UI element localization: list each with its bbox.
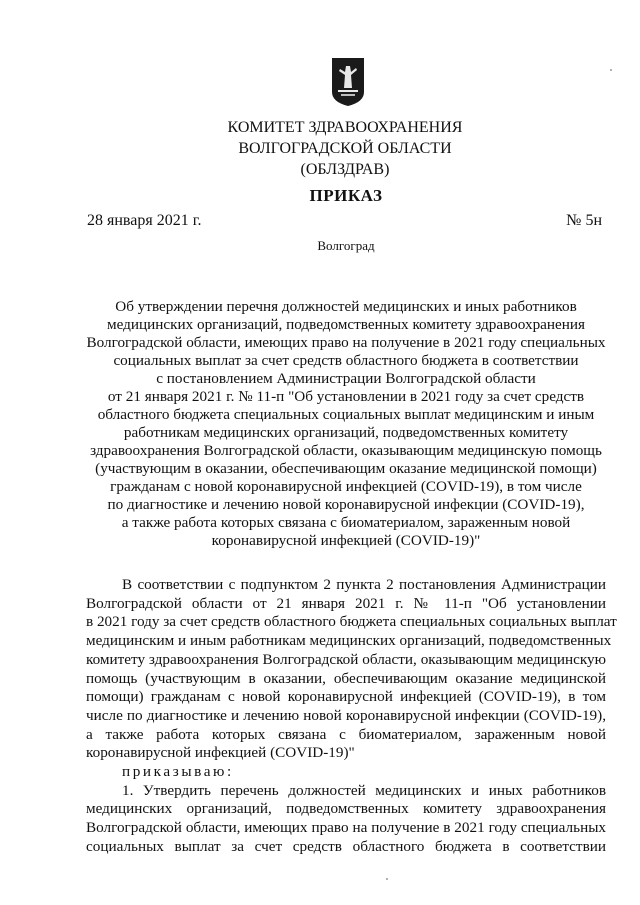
document-type <box>0 186 640 206</box>
subject-line: с постановлением Администрации Волгоградской области <box>156 370 536 387</box>
subject-line: работникам медицинских организаций, подведомственных комитету <box>123 424 569 441</box>
preamble-line: а также работа которых связана с биоматериалом, зараженным новой <box>86 725 606 743</box>
subject-line: медицинских организаций, подведомственных комитету здравоохранения <box>106 316 586 333</box>
document-type-text: ПРИКАЗ <box>309 186 383 205</box>
document-city <box>0 238 640 254</box>
org-line: ВОЛГОГРАДСКОЙ ОБЛАСТИ <box>238 140 452 157</box>
preamble-line: помощи) гражданам с новой коронавирусной инфекцией (COVID-19), в том <box>86 688 606 706</box>
org-line: (ОБЛЗДРАВ) <box>300 161 390 178</box>
subject-line: Волгоградской области, имеющих право на получение в 2021 году специальных <box>86 334 606 351</box>
document-subject <box>86 298 606 550</box>
document-date: 28 января 2021 г. <box>87 212 202 229</box>
subject-line: по диагностике и лечению новой коронавирусной инфекции (COVID-19), <box>107 496 585 513</box>
item-line: социальных выплат за счет средств областного бюджета в соответствии <box>86 837 606 855</box>
subject-line: гражданам с новой коронавирусной инфекцией (COVID-19), в том числе <box>110 478 582 495</box>
volgograd-coat-of-arms-icon <box>332 58 364 106</box>
subject-line: социальных выплат за счет средств областного бюджета в соответствии <box>113 352 579 369</box>
document-city-text: Волгоград <box>317 238 375 253</box>
preamble-line: помощь (участвующим в оказании, обеспечивающим оказание медицинской <box>86 669 606 687</box>
document-body <box>86 576 617 857</box>
preamble-line: в 2021 году за счет средств областного бюджета специальных социальных выплат <box>86 613 617 631</box>
decree-word: приказываю: <box>122 763 234 781</box>
preamble-line: медицинским и иным работникам медицинских организаций, подведомственных <box>86 632 612 650</box>
org-line: КОМИТЕТ ЗДРАВООХРАНЕНИЯ <box>227 119 463 136</box>
document-number: № 5н <box>566 212 602 229</box>
subject-line: Об утверждении перечня должностей медицинских и иных работников <box>115 298 577 315</box>
item-line: Волгоградской области, имеющих право на получение в 2021 году специальных <box>86 819 606 837</box>
subject-line: областного бюджета специальных социальных выплат медицинским и иным <box>97 406 595 423</box>
preamble-line: числе по диагностике и лечению новой коронавирусной инфекции (COVID-19), <box>86 706 606 724</box>
preamble-line: комитету здравоохранения Волгоградской области, оказывающим медицинскую <box>86 650 606 668</box>
subject-line: а также работа которых связана с биоматериалом, зараженным новой <box>121 514 571 531</box>
preamble-line: В соответствии с подпунктом 2 пункта 2 постановления Администрации <box>122 576 606 593</box>
organization-name <box>0 117 640 180</box>
item-line: 1. Утвердить перечень должностей медицинских и иных работников <box>122 781 606 799</box>
preamble-line: Волгоградской области от 21 января 2021 г. № 11-п "Об установлении <box>86 594 606 612</box>
subject-line: коронавирусной инфекцией (COVID-19)" <box>211 532 481 549</box>
subject-line: (участвующим в оказании, обеспечивающим оказание медицинской помощи) <box>95 460 597 477</box>
subject-line: от 21 января 2021 г. № 11-п "Об установлении в 2021 году за счет средств <box>107 388 585 405</box>
scan-speck <box>610 69 612 71</box>
scan-speck <box>386 878 388 880</box>
subject-line: здравоохранения Волгоградской области, оказывающим медицинскую помощь <box>90 442 602 459</box>
preamble-line: коронавирусной инфекцией (COVID-19)" <box>86 744 355 762</box>
item-line: медицинских организаций, подведомственных комитету здравоохранения <box>86 800 606 818</box>
